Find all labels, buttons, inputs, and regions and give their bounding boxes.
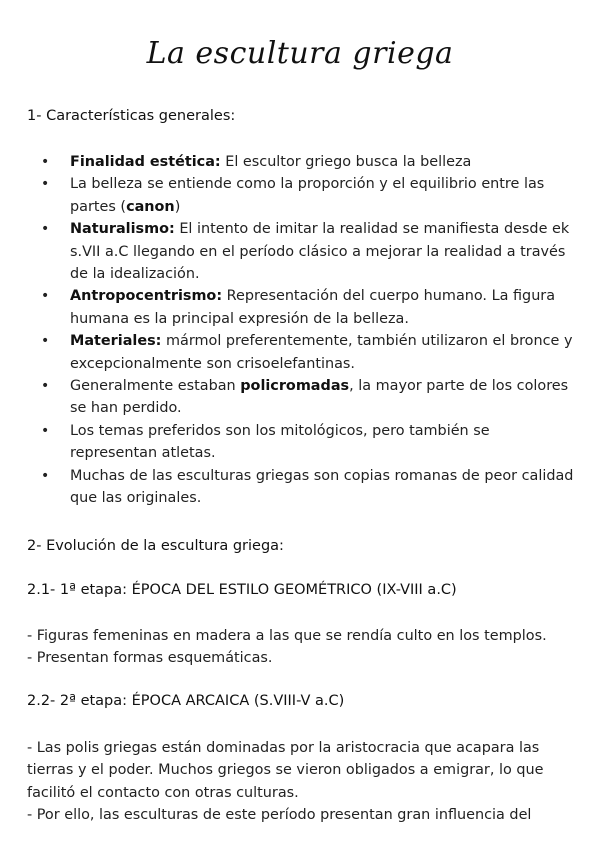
bullet-icon: • — [41, 288, 50, 305]
list-item-text: Los temas preferidos son los mitológicos, pero también se representan atletas. — [70, 422, 490, 462]
section-2-1-line: - Presentan formas esquemáticas. — [27, 650, 273, 666]
list-item-text: La belleza se entiende como la proporción y el equilibrio entre las partes ( — [70, 176, 545, 215]
list-item — [27, 151, 577, 173]
bullet-icon: • — [41, 378, 50, 395]
list-item-text: El intento de imitar la realidad se manifiesta desde ek s.VII a.C llegando en el período clásico a mejorar la realidad a través de la idealización. — [70, 221, 570, 283]
bullet-icon: • — [41, 176, 50, 193]
section-2-2-heading: 2.2- 2ª etapa: ÉPOCA ARCAICA (S.VIII-V a.C) — [27, 693, 345, 709]
list-item-text: Representación del cuerpo humano. La figura humana es la principal expresión de la belleza. — [70, 288, 556, 327]
section-2-2-paragraph: - Las polis griegas están dominadas por la aristocracia que acapara las tierras y el poder. Muchos griegos se vieron obligados a emigrar, lo que facilitó el contacto con otras culturas. — [27, 740, 544, 801]
characteristics-list — [27, 151, 577, 510]
list-item — [27, 218, 577, 285]
list-item-text: Muchas de las esculturas griegas son copias romanas de peor calidad que las originales. — [70, 467, 574, 507]
bullet-icon: • — [41, 422, 50, 439]
list-item-bold: Finalidad estética: — [70, 154, 221, 170]
list-item-bold: Naturalismo: — [70, 221, 175, 238]
section-1-heading: 1- Características generales: — [27, 108, 236, 124]
section-2-1-line: - Figuras femeninas en madera a las que se rendía culto en los templos. — [27, 628, 547, 644]
list-item — [27, 285, 577, 330]
bullet-icon: • — [41, 467, 50, 484]
section-2-2-paragraph: - Por ello, las esculturas de este período presentan gran influencia del — [27, 807, 532, 823]
list-item-bold: canon — [126, 198, 175, 215]
section-2-heading: 2- Evolución de la escultura griega: — [27, 538, 284, 554]
list-item-bold: policromadas — [240, 378, 350, 395]
list-item — [27, 465, 577, 510]
bullet-icon: • — [41, 154, 50, 170]
bullet-icon: • — [41, 333, 50, 350]
section-2-1-heading: 2.1- 1ª etapa: ÉPOCA DEL ESTILO GEOMÉTRICO (IX-VIII a.C) — [27, 582, 457, 598]
list-item-text: El escultor griego busca la belleza — [220, 154, 472, 170]
list-item-bold: Materiales: — [70, 333, 162, 350]
list-item — [27, 375, 577, 420]
list-item-bold: Antropocentrismo: — [70, 288, 223, 305]
list-item — [27, 420, 577, 465]
list-item — [27, 330, 577, 375]
list-item-text: , la mayor parte de los colores se han perdido. — [70, 378, 569, 417]
list-item-text: mármol preferentemente, también utilizaron el bronce y excepcionalmente son crisoelefantinas. — [70, 333, 573, 372]
list-item — [27, 173, 577, 218]
document-title: La escultura griega — [146, 36, 454, 71]
list-item-text: Generalmente estaban — [70, 378, 241, 395]
list-item-text: ) — [174, 198, 181, 215]
bullet-icon: • — [41, 221, 50, 238]
